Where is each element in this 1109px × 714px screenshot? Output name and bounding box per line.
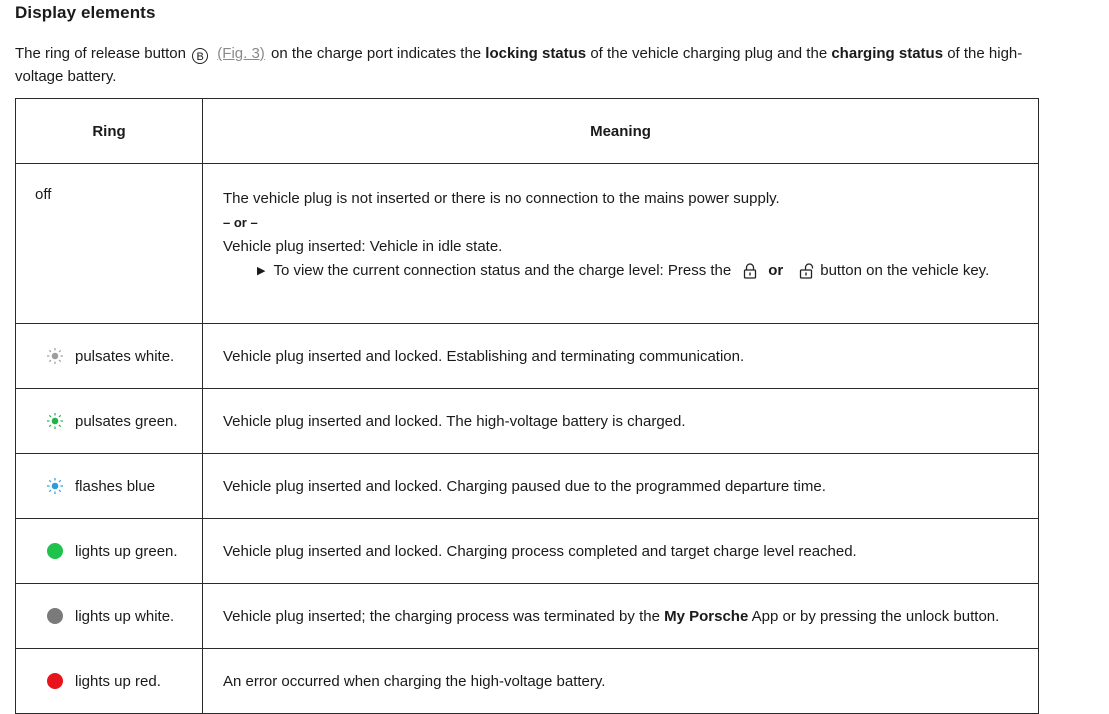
figure-link[interactable]: (Fig. 3) xyxy=(217,45,265,62)
ring-cell xyxy=(16,454,203,519)
ring-cell xyxy=(16,519,203,584)
table-row-flashes-blue xyxy=(16,454,1039,519)
meaning-off-line2: Vehicle plug inserted: Vehicle in idle state. xyxy=(223,238,503,255)
table-row-pulsates-white xyxy=(16,324,1039,389)
ring-cell xyxy=(16,389,203,454)
meaning-cell: An error occurred when charging the high-voltage battery. xyxy=(203,649,1039,714)
ring-label: lights up green. xyxy=(75,542,178,560)
meaning-text-post: App or by pressing the unlock button. xyxy=(751,607,1000,625)
intro-text-2: on the charge port indicates the xyxy=(270,45,482,62)
table-row-lights-up-green xyxy=(16,519,1039,584)
ring-label: pulsates green. xyxy=(75,412,178,430)
meaning-cell: Vehicle plug inserted and locked. Establishing and terminating communication. xyxy=(203,324,1039,389)
meaning-cell: Vehicle plug inserted and locked. Charging process completed and target charge level reached. xyxy=(203,519,1039,584)
solid-light-icon xyxy=(46,542,64,560)
table-header-row xyxy=(16,99,1039,164)
instruction-bullet xyxy=(223,259,1038,283)
bullet-or: or xyxy=(768,262,784,279)
ring-cell-off xyxy=(16,164,203,324)
meaning-off-line1: The vehicle plug is not inserted or there is no connection to the mains power supply. xyxy=(223,190,780,207)
intro-bold-charging-status: charging status xyxy=(831,45,944,62)
meaning-cell xyxy=(203,584,1039,649)
header-meaning: Meaning xyxy=(203,99,1039,164)
my-porsche-label: My Porsche xyxy=(664,607,749,625)
page-heading: Display elements xyxy=(15,3,156,22)
intro-bold-locking-status: locking status xyxy=(485,45,587,62)
bullet-text-pre: To view the current connection status and the charge level: Press the xyxy=(273,262,732,279)
ring-cell xyxy=(16,649,203,714)
solid-light-icon xyxy=(46,672,64,690)
pulsing-light-icon xyxy=(46,412,64,430)
table-row-off xyxy=(16,164,1039,324)
ring-label: flashes blue xyxy=(75,477,156,495)
bullet-text-post: button on the vehicle key. xyxy=(820,262,990,279)
bullet-triangle-icon: ▶ xyxy=(257,265,266,277)
solid-light-icon xyxy=(46,607,64,625)
meaning-cell: Vehicle plug inserted and locked. Charging paused due to the programmed departure time. xyxy=(203,454,1039,519)
table-row-pulsates-green xyxy=(16,389,1039,454)
ring-label: lights up white. xyxy=(75,607,175,625)
intro-text-1: The ring of release button xyxy=(15,45,186,62)
intro-text-3: of the vehicle charging plug and the xyxy=(590,45,828,62)
table-row-lights-up-white xyxy=(16,584,1039,649)
meaning-cell: Vehicle plug inserted and locked. The high-voltage battery is charged. xyxy=(203,389,1039,454)
meaning-text-pre: Vehicle plug inserted; the charging process was terminated by the xyxy=(223,607,660,625)
ring-label: pulsates white. xyxy=(75,347,175,365)
unlock-icon xyxy=(797,262,815,280)
display-elements-table xyxy=(15,98,1039,714)
ring-cell xyxy=(16,324,203,389)
header-ring: Ring xyxy=(16,99,203,164)
intro-text-4: of the high-voltage battery. xyxy=(15,45,1023,85)
table-row-lights-up-red xyxy=(16,649,1039,714)
lock-icon xyxy=(741,262,759,280)
ring-label: lights up red. xyxy=(75,672,161,690)
ring-label-off: off xyxy=(35,186,52,203)
release-button-badge: B xyxy=(192,48,208,64)
intro-paragraph xyxy=(15,42,1035,88)
pulsing-light-icon xyxy=(46,347,64,365)
meaning-off-or: – or – xyxy=(223,215,258,230)
meaning-cell-off xyxy=(203,164,1039,324)
flashing-light-icon xyxy=(46,477,64,495)
ring-cell xyxy=(16,584,203,649)
